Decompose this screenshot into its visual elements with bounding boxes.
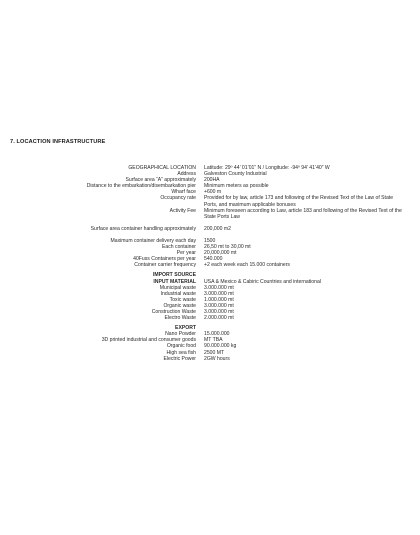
import-title: IMPORT SOURCE [152,272,196,279]
row-label: Nano Powder [165,331,196,338]
info-row [0,315,420,321]
row-label: Wharf face [171,189,196,196]
row-label: Per year [176,250,196,257]
row-label: Activity Fee [169,207,196,214]
row-value: 2GW hours [204,355,230,362]
row-value: 15.000.000 [204,331,230,338]
row-value: Minimum foreseen according to Law, article 183 and following of the Revised Text of the State Ports Law [204,207,402,220]
row-value: MT TBA [204,337,223,344]
info-row [0,208,420,220]
row-value: 1.000.000 mt [204,296,234,303]
row-value: 200,000 m2 [204,225,231,232]
row-label: GEOGRAPHICAL LOCATION [128,165,196,171]
row-value: 3.000.000 mt [204,302,234,309]
row-value: 3.000.000 mt [204,284,234,291]
import-subtitle: INPUT MATERIAL [153,278,196,285]
row-label: 3D printed industrial and consumer goods [101,337,196,344]
row-label: High sea fish [166,349,196,356]
section-heading: 7. LOCACTION INFRASTRUCTURE [10,139,106,145]
row-value: 26,50 mt to 30,00 mt [204,244,251,251]
row-value: 3.000.000 mt [204,290,234,297]
info-row [0,356,420,362]
row-value: 90.000.000 kg [204,343,237,350]
info-row [0,226,420,232]
row-label: Occupancy rate [160,195,196,202]
export-title: EXPORT [175,325,196,332]
info-row [0,262,420,268]
row-value: 2500 MT [204,349,225,356]
row-label: Organic waste [163,302,196,309]
row-value: Minimum meters as possible [204,183,269,190]
row-label: Container carrier frequency [134,262,196,269]
row-label: Surface area container handling approximately [90,225,196,232]
row-value: 1500 [204,237,216,244]
row-value: Galveston County Industrial [204,171,267,178]
row-label: Distance to the embarkation/disembarkation pier [86,183,196,190]
row-label: Each container [162,244,196,251]
row-label: Electro Waste [164,315,196,322]
row-label: Maximum container delivery each day [110,237,196,244]
row-label: Industrial waste [160,290,196,297]
row-label: Construction Waste [151,308,196,315]
container-group [0,238,420,268]
row-value: 540.000 [204,256,223,263]
import-subtitle-value: USA & Mexico & Cabiric Countries and international [204,278,321,285]
row-value: 200HA [204,177,220,184]
row-value: 3.000.000 mt [204,308,234,315]
row-value: Provided for by law, article 173 and following of the Revised Text of the Law of State Ports, and maximum applicable bonuses [204,195,394,208]
import-section [0,272,420,284]
row-value: 20,000,000 mt [204,250,237,257]
row-label: Municipal waste [159,284,196,291]
row-value: +600 m [204,189,222,196]
row-value: Latitude: 29º 44’ 01’01” N / Longitude: -94º 94’ 41’40” W [204,165,330,171]
row-label: Electric Power [163,355,196,362]
row-value: +2 each week each 15.000 containers [204,262,290,269]
row-label: Surface area “A” approximately [125,177,196,184]
info-row [0,195,420,207]
row-label: Toxic waste [169,296,196,303]
row-value: 2.000.000 mt [204,315,234,322]
row-label: 40Fuss Containers per year [133,256,196,263]
row-label: Address [177,171,196,178]
info-table [0,165,420,362]
location-group [0,165,420,220]
row-label: Organic food [166,343,196,350]
